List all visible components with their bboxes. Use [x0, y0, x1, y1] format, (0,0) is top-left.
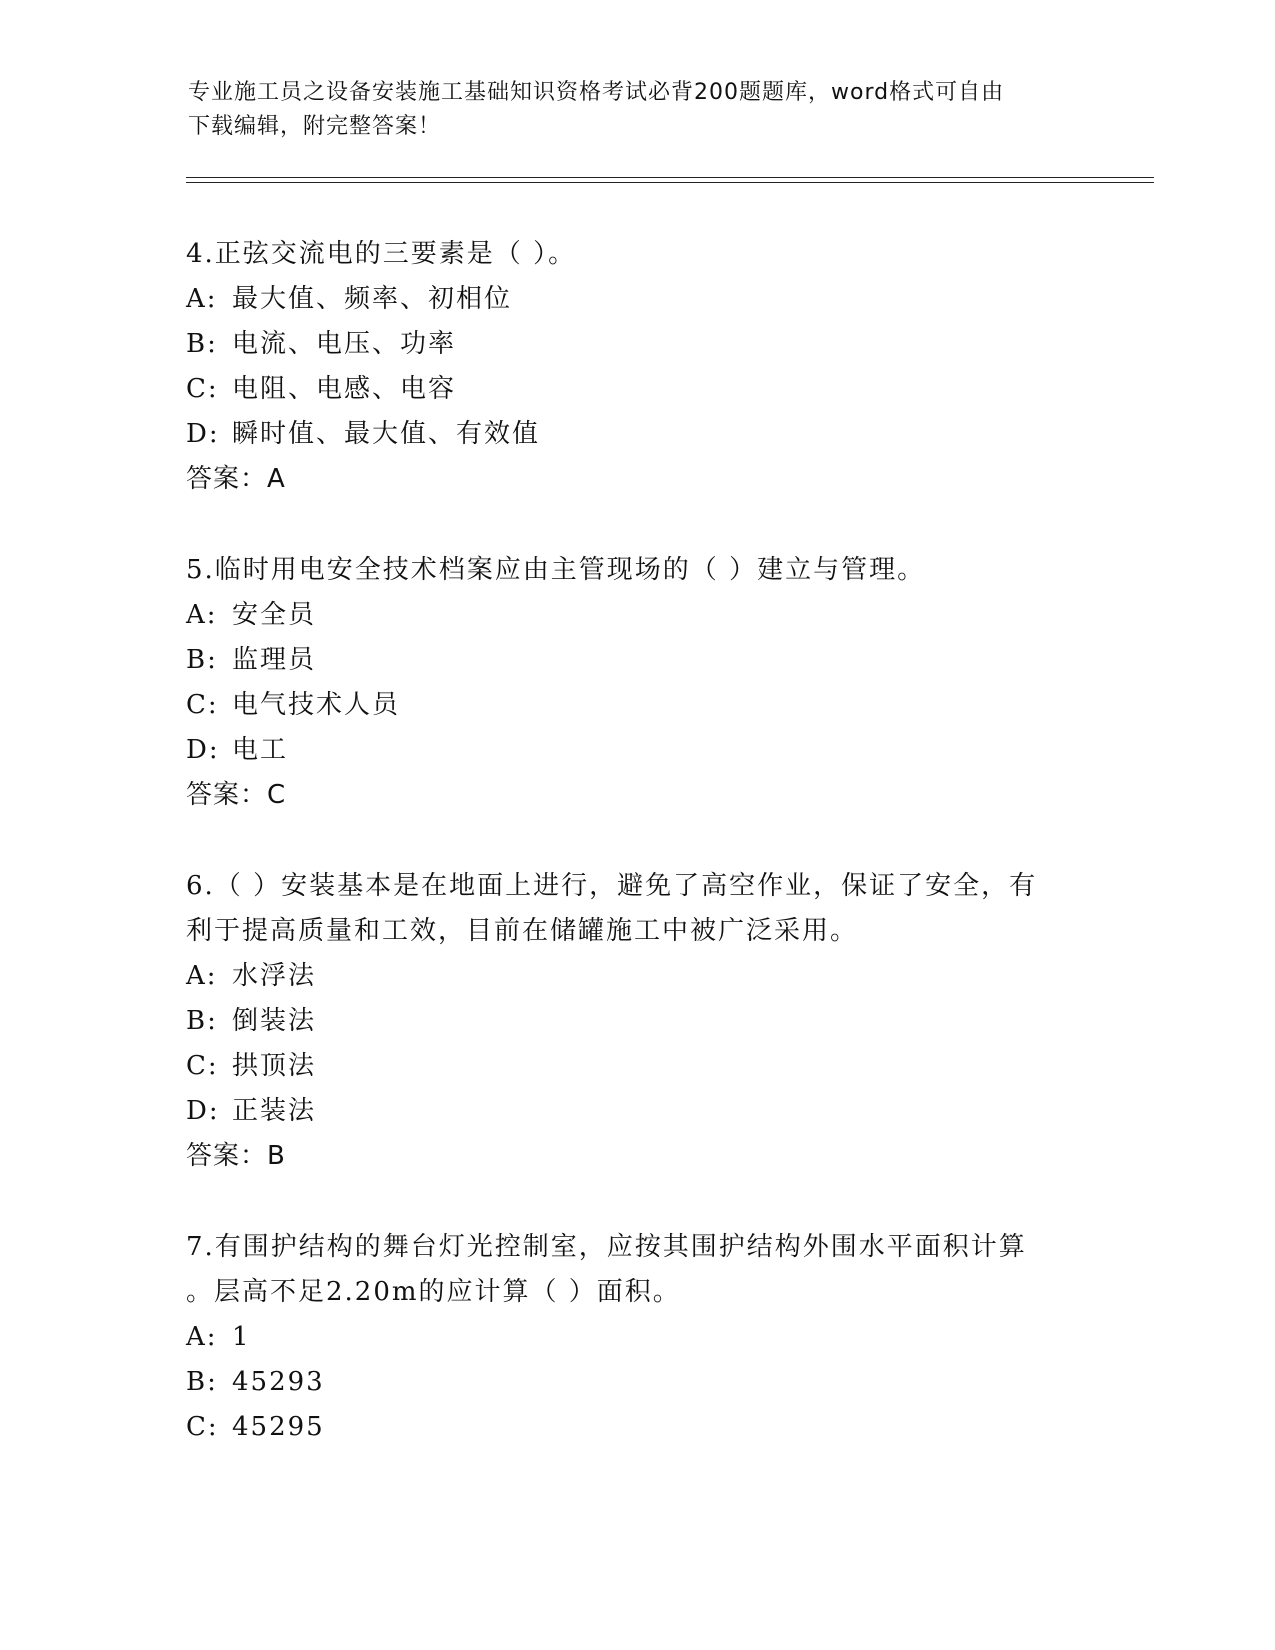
option-letter: C: — [186, 1051, 219, 1081]
option-letter: B: — [186, 1006, 218, 1036]
option-a — [186, 1315, 1086, 1360]
answer-line: 答案：C — [186, 780, 287, 810]
option-d — [186, 412, 1086, 457]
option-letter: A: — [186, 961, 218, 991]
option-text: 水浮法 — [232, 961, 317, 991]
answer-line: 答案：A — [186, 464, 286, 494]
option-text: 倒装法 — [232, 1006, 317, 1036]
option-text: 1 — [232, 1322, 251, 1352]
option-text: 45295 — [232, 1412, 325, 1442]
question-stem: 4.正弦交流电的三要素是（ ）。 — [186, 239, 577, 269]
option-text: 电工 — [232, 735, 289, 765]
option-text: 拱顶法 — [232, 1051, 317, 1081]
question-stem: 5.临时用电安全技术档案应由主管现场的（ ）建立与管理。 — [186, 555, 926, 585]
option-letter: D: — [186, 735, 220, 765]
option-c — [186, 1044, 1086, 1089]
question-stem-line1: 6.（ ）安装基本是在地面上进行，避免了高空作业，保证了安全，有 — [186, 871, 1038, 901]
header-title-line1: 专业施工员之设备安装施工基础知识资格考试必背200题题库，word格式可自由 — [188, 80, 1005, 105]
question-stem-line2: 利于提高质量和工效，目前在储罐施工中被广泛采用。 — [186, 916, 859, 946]
question-5 — [186, 548, 1086, 818]
option-d — [186, 728, 1086, 773]
option-letter: B: — [186, 329, 218, 359]
question-stem-line2: 。层高不足2.20m的应计算（ ）面积。 — [186, 1277, 681, 1307]
option-b — [186, 999, 1086, 1044]
option-b — [186, 638, 1086, 683]
option-text: 瞬时值、最大值、有效值 — [232, 419, 541, 449]
option-text: 最大值、频率、初相位 — [232, 284, 513, 314]
option-letter: D: — [186, 419, 220, 449]
header-divider-bottom — [186, 182, 1154, 183]
option-a — [186, 277, 1086, 322]
question-stem-line1: 7.有围护结构的舞台灯光控制室，应按其围护结构外围水平面积计算 — [186, 1232, 1027, 1262]
option-text: 电气技术人员 — [232, 690, 401, 720]
option-text: 电阻、电感、电容 — [232, 374, 457, 404]
document-header — [188, 76, 1088, 144]
option-b — [186, 322, 1086, 367]
question-7 — [186, 1225, 1086, 1450]
option-text: 正装法 — [232, 1096, 317, 1126]
question-6 — [186, 864, 1086, 1179]
option-letter: C: — [186, 1412, 219, 1442]
answer-line: 答案：B — [186, 1141, 286, 1171]
option-c — [186, 1405, 1086, 1450]
header-divider-top — [186, 177, 1154, 178]
option-letter: B: — [186, 1367, 218, 1397]
option-letter: A: — [186, 600, 218, 630]
option-letter: A: — [186, 284, 218, 314]
header-title-line2: 下载编辑，附完整答案！ — [188, 114, 442, 139]
option-letter: C: — [186, 690, 219, 720]
option-letter: B: — [186, 645, 218, 675]
option-a — [186, 954, 1086, 999]
option-d — [186, 1089, 1086, 1134]
option-text: 监理员 — [232, 645, 317, 675]
option-text: 电流、电压、功率 — [232, 329, 457, 359]
option-letter: D: — [186, 1096, 220, 1126]
option-b — [186, 1360, 1086, 1405]
option-c — [186, 367, 1086, 412]
option-a — [186, 593, 1086, 638]
option-letter: A: — [186, 1322, 218, 1352]
option-text: 45293 — [232, 1367, 325, 1397]
option-text: 安全员 — [232, 600, 317, 630]
option-c — [186, 683, 1086, 728]
question-4 — [186, 232, 1086, 502]
option-letter: C: — [186, 374, 219, 404]
